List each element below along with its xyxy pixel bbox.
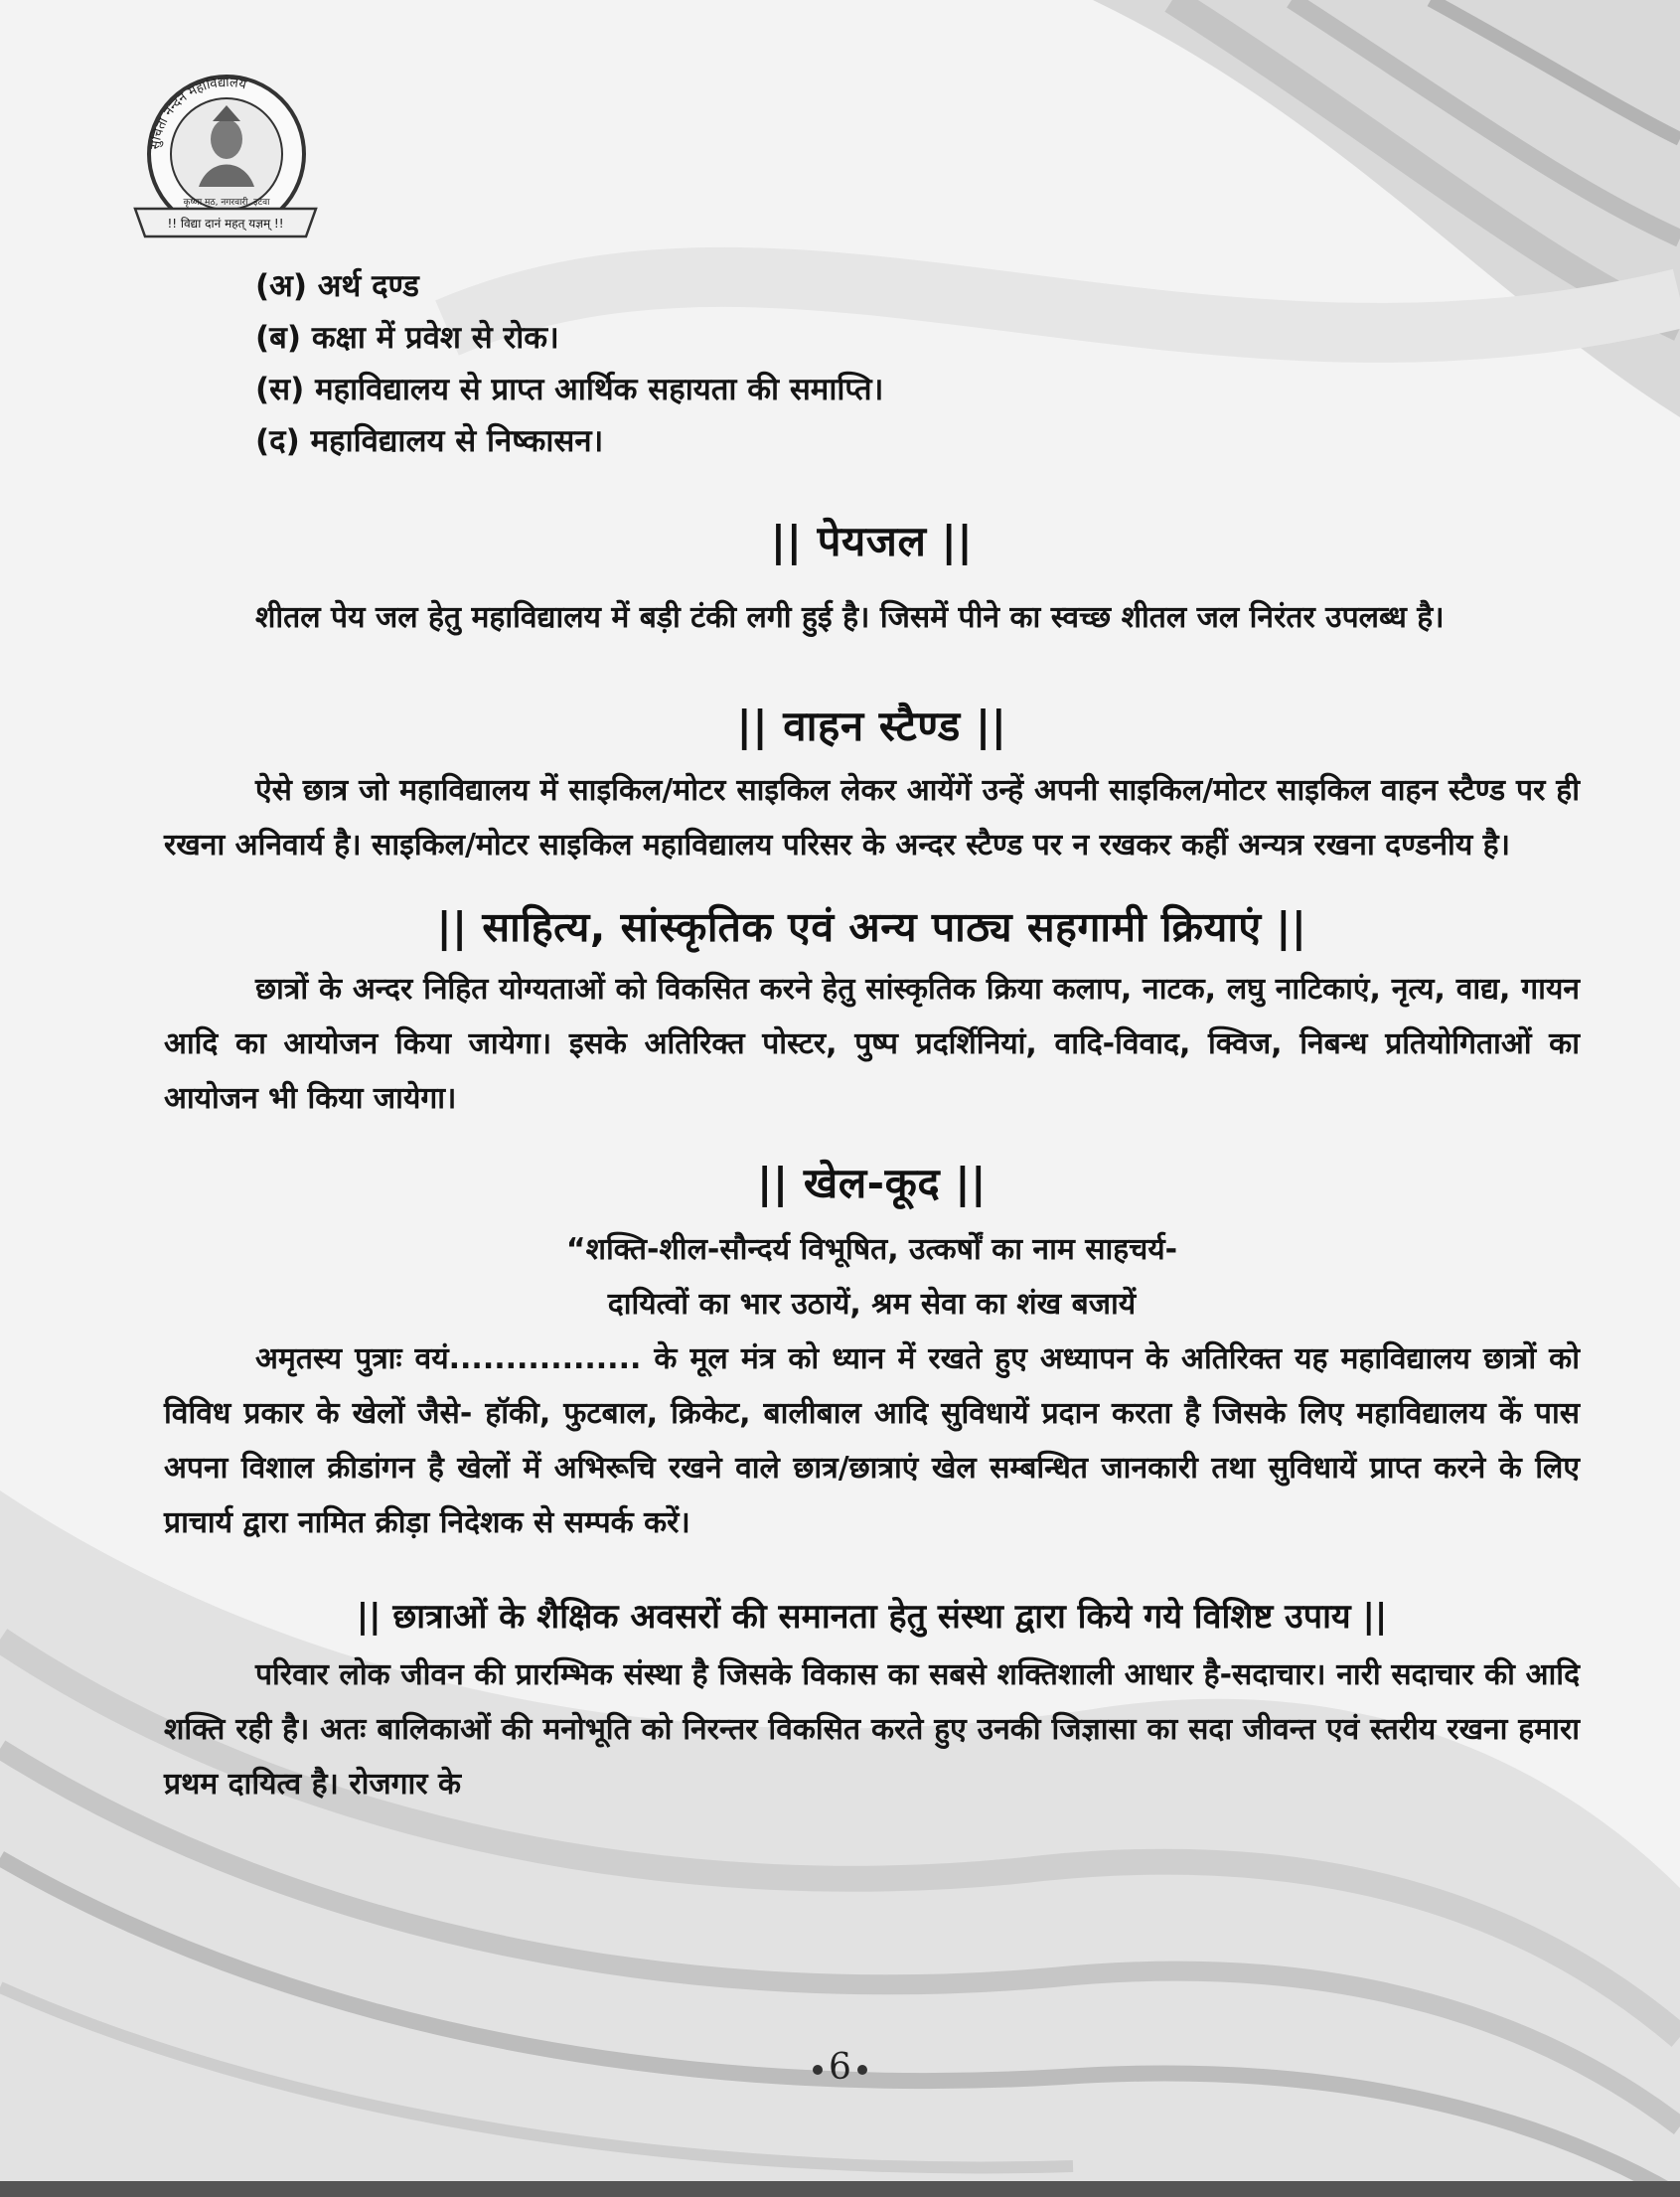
sports-quote-line-2: दायित्वों का भार उठायें, श्रम सेवा का शंख बजायें xyxy=(607,1287,1137,1322)
page-number-dot-right xyxy=(857,2065,867,2075)
list-item: (अ) अर्थ दण्ड xyxy=(255,268,419,304)
emblem-ring-text: सुचिता नन्दन महाविद्यालय xyxy=(148,75,248,151)
list-item: (ब) कक्षा में प्रवेश से रोक। xyxy=(255,320,559,356)
list-item: (द) महाविद्यालय से निष्कासन। xyxy=(255,423,604,459)
paragraph-vehicle-stand: ऐसे छात्र जो महाविद्यालय में साइकिल/मोटर साइकिल लेकर आयेंगें उन्हें अपनी साइकिल/मोटर साइकिल वाहन स्टैण्ड पर ही रखना अनिवार्य है। साइकिल/मोटर साइकिल महाविद्यालय परिसर के अन्दर स्टैण्ड पर न रखकर कहीं अन्यत्र रखना दण्डनीय है। xyxy=(164,773,1580,863)
heading-sports: || खेल-कूद || xyxy=(757,1159,987,1207)
page-number-value: 6 xyxy=(829,2047,851,2088)
penalty-list xyxy=(255,260,1580,467)
heading-cultural-activities: || साहित्य, सांस्कृतिक एवं अन्य पाठ्य सहगामी क्रियाएं || xyxy=(436,903,1307,951)
college-emblem-logo xyxy=(117,60,331,253)
page-content xyxy=(164,260,1580,1811)
page-number xyxy=(0,2047,1680,2088)
paragraph-cultural-activities: छात्रों के अन्दर निहित योग्यताओं को विकसित करने हेतु सांस्कृतिक क्रिया कलाप, नाटक, लघु नाटिकाएं, नृत्य, वाद्य, गायन आदि का आयोजन किया जायेगा। इसके अतिरिक्त पोस्टर, पुष्प प्रदर्शिनियां, वादि-विवाद, क्विज, निबन्ध प्रतियोगिताओं का आयोजन भी किया जायेगा। xyxy=(164,972,1580,1116)
paragraph-sports: अमृतस्य पुत्राः वयं................. के मूल मंत्र को ध्यान में रखते हुए अध्यापन के अतिरिक्त यह महाविद्यालय छात्रों को विविध प्रकार के खेलों जैसे- हॉकी, फुटबाल, क्रिकेट, बालीबाल आदि सुविधायें प्रदान करता है जिसके लिए महाविद्यालय कें पास अपना विशाल क्रीडांगन है खेलों में अभिरूचि रखने वाले छात्र/छात्राएं खेल सम्बन्धित जानकारी तथा सुविधायें प्राप्त करने के लिए प्राचार्य द्वारा नामित क्रीड़ा निदेशक से सम्पर्क करें। xyxy=(164,1341,1580,1540)
emblem-ring-lower: कृष्णा मठ, नगरवारी, इटवा xyxy=(183,198,270,208)
heading-drinking-water: || पेयजल || xyxy=(770,517,974,565)
heading-girls-education-measures: || छात्राओं के शैक्षिक अवसरों की समानता हेतु संस्था द्वारा किये गये विशिष्ट उपाय || xyxy=(356,1597,1388,1637)
paragraph-drinking-water: शीतल पेय जल हेतु महाविद्यालय में बड़ी टंकी लगी हुई है। जिसमें पीने का स्वच्छ शीतल जल निरंतर उपलब्ध है। xyxy=(255,600,1445,635)
sports-quote-line-1: “शक्ति-शील-सौन्दर्य विभूषित, उत्कर्षों का नाम साहचर्य- xyxy=(565,1232,1178,1267)
page-number-dot-left xyxy=(813,2065,823,2075)
paragraph-girls-education-measures: परिवार लोक जीवन की प्रारम्भिक संस्था है जिसके विकास का सबसे शक्तिशाली आधार है-सदाचार। नारी सदाचार की आदि शक्ति रही है। अतः बालिकाओं की मनोभूति को निरन्तर विकसित करते हुए उनकी जिज्ञासा का सदा जीवन्त एवं स्तरीय रखना हमारा प्रथम दायित्व है। रोजगार के xyxy=(164,1657,1580,1802)
list-item: (स) महाविद्यालय से प्राप्त आर्थिक सहायता की समाप्ति। xyxy=(255,372,884,407)
emblem-ribbon-motto: !! विद्या दानं महत् यज्ञम् !! xyxy=(167,217,284,231)
heading-vehicle-stand: || वाहन स्टैण्ड || xyxy=(736,702,1007,750)
